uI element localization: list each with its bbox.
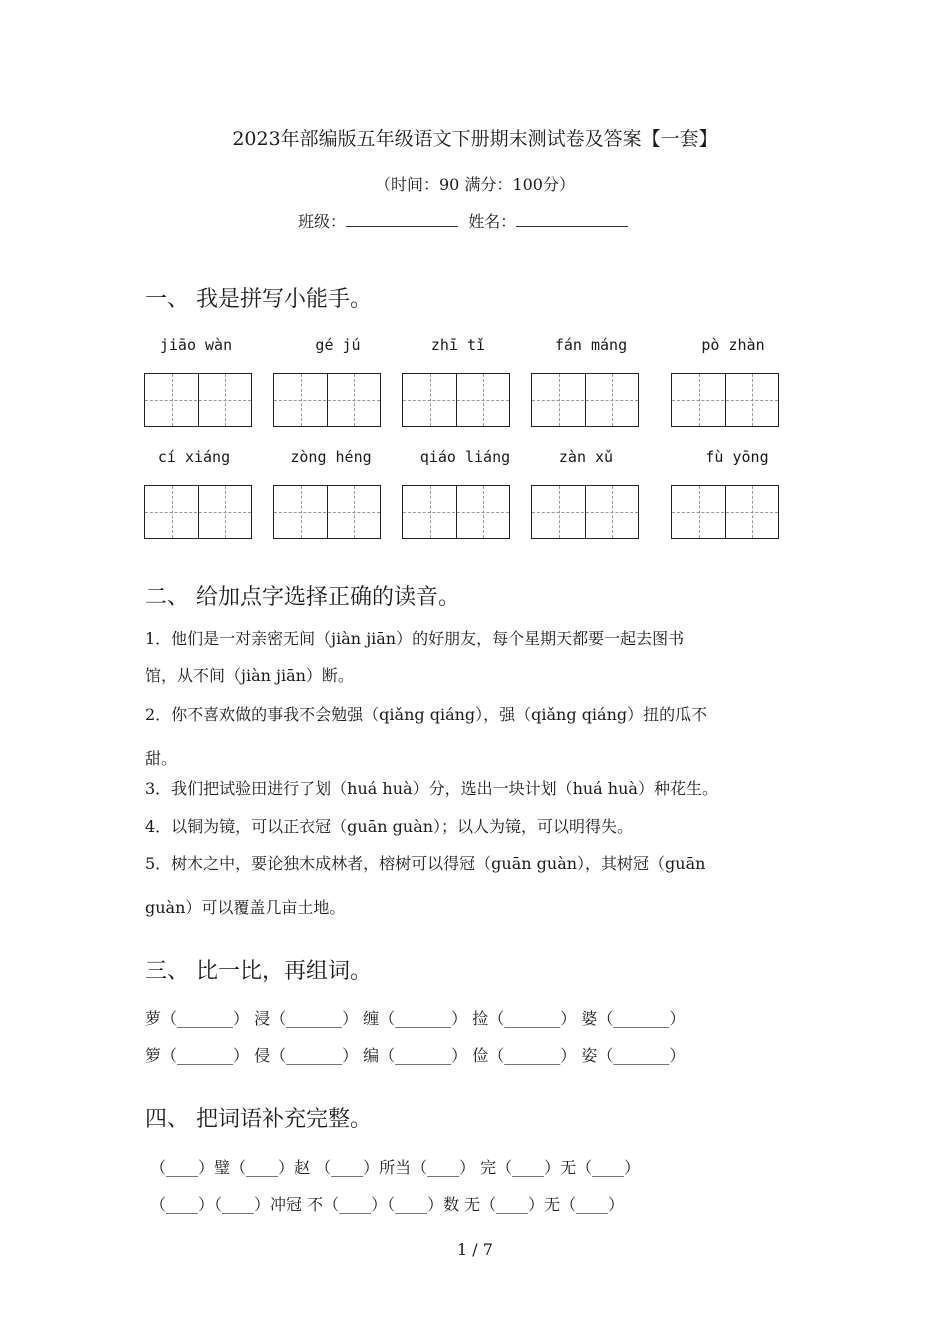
writing-grid[interactable]	[531, 485, 639, 539]
question-line: 5．树木之中，要论独木成林者，榕树可以得冠（guān guàn），其树冠（guān	[145, 854, 706, 873]
question-line: 3．我们把试验田进行了划（huá huà）分，选出一块计划（huá huà）种花生。	[145, 779, 718, 798]
question-line: guàn）可以覆盖几亩土地。	[145, 898, 346, 917]
pinyin-label: pò zhàn	[701, 336, 765, 354]
class-blank[interactable]	[346, 212, 458, 227]
class-label: 班级：	[298, 212, 347, 231]
writing-grid[interactable]	[671, 485, 779, 539]
section-4-heading: 四、 把词语补充完整。	[145, 1107, 372, 1132]
pinyin-label: fù yōng	[705, 448, 769, 466]
word-compare-row[interactable]: 萝（_______） 浸（_______） 缠（_______） 捡（_______） 婆（_______）	[145, 1009, 686, 1028]
pinyin-label: zòng héng	[290, 448, 372, 466]
pinyin-label: jiāo wàn	[159, 336, 233, 354]
writing-grid[interactable]	[402, 485, 510, 539]
exam-info: （时间：90 满分：100分）	[375, 175, 575, 194]
writing-grid[interactable]	[273, 485, 381, 539]
question-line: 2．你不喜欢做的事我不会勉强（qiǎng qiáng），强（qiǎng qiáng）扭的瓜不	[145, 705, 708, 724]
idiom-row[interactable]: （____）（____）冲冠 不（____）（____）数 无（____）无（____）	[150, 1195, 625, 1214]
pinyin-label: gé jú	[315, 336, 361, 354]
question-line: 1．他们是一对亲密无间（jiàn jiān）的好朋友，每个星期天都要一起去图书	[145, 629, 685, 648]
name-label: 姓名：	[468, 212, 517, 231]
pinyin-label: zhī tǐ	[430, 336, 486, 354]
word-compare-row[interactable]: 箩（_______） 侵（_______） 编（_______） 俭（_______） 姿（_______）	[145, 1046, 686, 1065]
section-1-heading: 一、 我是拼写小能手。	[145, 287, 372, 312]
writing-grid[interactable]	[671, 373, 779, 427]
section-2-heading: 二、 给加点字选择正确的读音。	[145, 585, 460, 610]
pinyin-label: fán máng	[554, 336, 628, 354]
writing-grid[interactable]	[144, 485, 252, 539]
writing-grid[interactable]	[144, 373, 252, 427]
section-3-heading: 三、 比一比，再组词。	[145, 959, 372, 984]
page-number: 1 / 7	[457, 1240, 493, 1259]
student-info-line	[298, 209, 628, 232]
pinyin-label: cí xiáng	[157, 448, 231, 466]
writing-grid[interactable]	[531, 373, 639, 427]
pinyin-label: zàn xǔ	[558, 448, 614, 466]
question-line: 甜。	[145, 749, 178, 768]
question-line: 4．以铜为镜，可以正衣冠（guān guàn）；以人为镜，可以明得失。	[145, 817, 634, 836]
question-line: 馆，从不间（jiàn jiān）断。	[145, 666, 354, 685]
idiom-row[interactable]: （____）璧（____）赵 （____）所当（____） 完（____）无（____）	[150, 1158, 641, 1177]
pinyin-label: qiáo liáng	[419, 448, 511, 466]
writing-grid[interactable]	[402, 373, 510, 427]
page-title: 2023年部编版五年级语文下册期末测试卷及答案【一套】	[232, 128, 718, 150]
name-blank[interactable]	[516, 212, 628, 227]
writing-grid[interactable]	[273, 373, 381, 427]
